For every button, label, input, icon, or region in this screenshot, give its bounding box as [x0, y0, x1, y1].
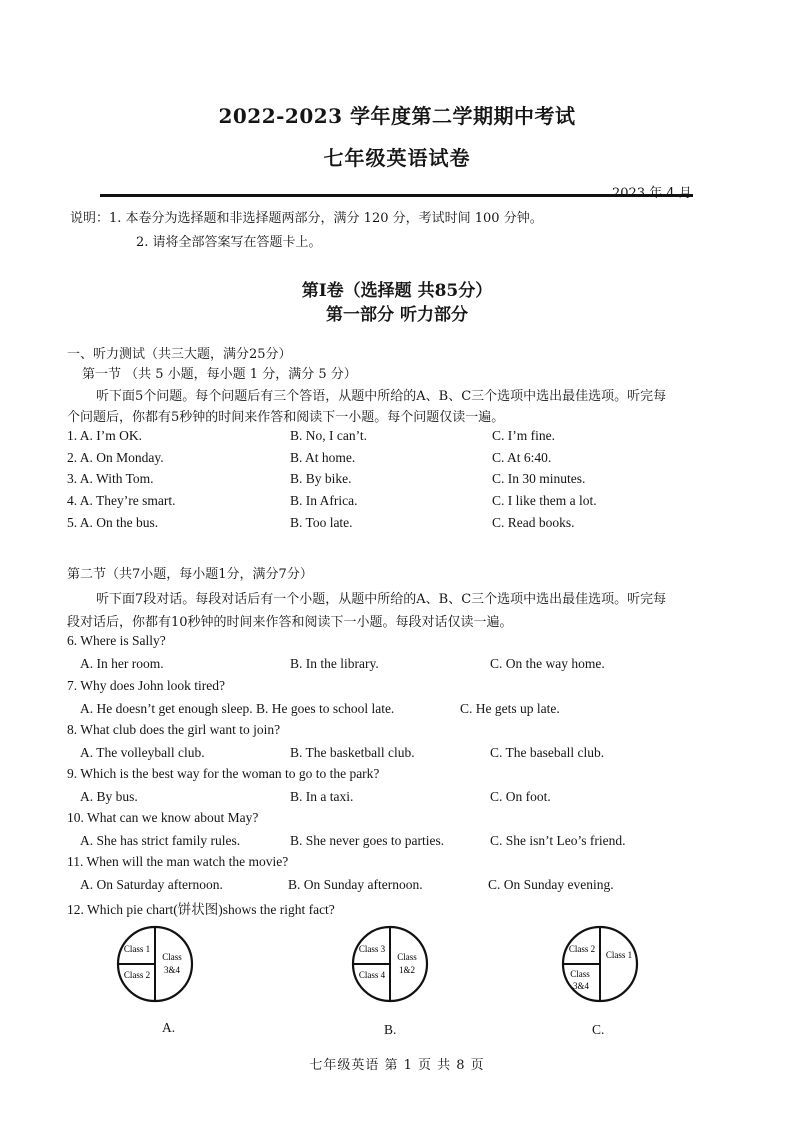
- q5-option-a: 5. A. On the bus.: [67, 515, 159, 530]
- q11-option-a: A. On Saturday afternoon.: [80, 877, 223, 892]
- pie-c-label-left-bottom-1: Class: [570, 969, 590, 979]
- pie-chart-a: [115, 924, 195, 1004]
- q1-option-a: 1. A. I’m OK.: [67, 428, 142, 443]
- pie-a-label-left-bottom: Class 2: [123, 970, 151, 980]
- q8-option-b: B. The basketball club.: [290, 745, 415, 760]
- pie-b-label-left-bottom: Class 4: [358, 970, 386, 980]
- instruction-line-2: 2. 请将全部答案写在答题卡上。: [136, 235, 322, 250]
- pie-chart-c: [560, 924, 640, 1004]
- q3-option-c: C. In 30 minutes.: [492, 471, 586, 486]
- q9-question: 9. Which is the best way for the woman to go to the park?: [67, 766, 380, 781]
- q4-option-a: 4. A. They’re smart.: [67, 493, 176, 508]
- q2-option-b: B. At home.: [290, 450, 356, 465]
- q4-option-b: B. In Africa.: [290, 493, 358, 508]
- pie-a-label-right-2: 3&4: [163, 965, 181, 975]
- page-footer: 七年级英语 第 1 页 共 8 页: [309, 1058, 485, 1073]
- section2-desc-2: 段对话后，你都有10秒钟的时间来作答和阅读下一小题。每段对话仅读一遍。: [67, 615, 513, 630]
- q8-question: 8. What club does the girl want to join?: [67, 722, 281, 737]
- q7-question: 7. Why does John look tired?: [67, 678, 225, 693]
- q9-option-b: B. In a taxi.: [290, 789, 354, 804]
- q9-option-c: C. On foot.: [490, 789, 551, 804]
- exam-title: 2022-2023 学年度第二学期期中考试: [218, 104, 576, 128]
- q6-option-a: A. In her room.: [80, 656, 164, 671]
- section1-desc-2: 个问题后，你都有5秒钟的时间来作答和阅读下一小题。每个问题仅读一遍。: [67, 410, 505, 425]
- q8-option-a: A. The volleyball club.: [80, 745, 205, 760]
- listening-heading: 一、听力测试（共三大题，满分25分）: [67, 347, 292, 362]
- section1-heading: 第一节 （共 5 小题，每小题 1 分，满分 5 分）: [82, 367, 357, 382]
- q11-option-b: B. On Sunday afternoon.: [288, 877, 423, 892]
- q10-question: 10. What can we know about May?: [67, 810, 259, 825]
- instruction-line-1: 说明：1. 本卷分为选择题和非选择题两部分，满分 120 分，考试时间 100 分钟。: [70, 211, 543, 226]
- exam-date: [612, 182, 692, 201]
- section1-desc-1: 听下面5个问题。每个问题后有三个答语，从题中所给的A、B、C三个选项中选出最佳选项。听完每: [96, 389, 667, 404]
- q3-option-b: B. By bike.: [290, 471, 352, 486]
- q7-option-c: C. He gets up late.: [460, 701, 560, 716]
- q5-option-b: B. Too late.: [290, 515, 353, 530]
- pie-chart-b: [350, 924, 430, 1004]
- q9-option-a: A. By bus.: [80, 789, 138, 804]
- q1-option-c: C. I’m fine.: [492, 428, 555, 443]
- pie-b-label-left-top: Class 3: [358, 944, 386, 954]
- part-title: 第一部分 听力部分: [326, 305, 468, 325]
- q5-option-c: C. Read books.: [492, 515, 575, 530]
- pie-a-option: A.: [162, 1020, 176, 1035]
- pie-c-option: C.: [592, 1022, 605, 1037]
- q2-option-a: 2. A. On Monday.: [67, 450, 164, 465]
- pie-a-label-right-1: Class: [162, 952, 182, 962]
- q12-question: 12. Which pie chart(饼状图)shows the right fact?: [67, 902, 335, 917]
- q6-option-b: B. In the library.: [290, 656, 379, 671]
- pie-b-label-right-2: 1&2: [398, 965, 416, 975]
- q10-option-c: C. She isn’t Leo’s friend.: [490, 833, 626, 848]
- q8-option-c: C. The baseball club.: [490, 745, 605, 760]
- pie-a-label-left-top: Class 1: [123, 944, 151, 954]
- exam-subtitle: 七年级英语试卷: [323, 146, 471, 170]
- header-divider: [100, 194, 693, 197]
- pie-b-option: B.: [384, 1022, 397, 1037]
- q7-option-ab: A. He doesn’t get enough sleep. B. He goes to school late.: [80, 701, 395, 716]
- q11-option-c: C. On Sunday evening.: [488, 877, 614, 892]
- section2-heading: 第二节（共7小题，每小题1分，满分7分）: [67, 567, 313, 582]
- q11-question: 11. When will the man watch the movie?: [67, 854, 289, 869]
- q3-option-a: 3. A. With Tom.: [67, 471, 154, 486]
- q10-option-b: B. She never goes to parties.: [290, 833, 445, 848]
- q1-option-b: B. No, I can’t.: [290, 428, 367, 443]
- pie-c-label-left-top: Class 2: [568, 944, 596, 954]
- pie-c-label-right: Class 1: [605, 950, 633, 960]
- q2-option-c: C. At 6:40.: [492, 450, 552, 465]
- q10-option-a: A. She has strict family rules.: [80, 833, 241, 848]
- pie-b-label-right-1: Class: [397, 952, 417, 962]
- section2-desc-1: 听下面7段对话。每段对话后有一个小题，从题中所给的A、B、C三个选项中选出最佳选项。听完每: [96, 592, 667, 607]
- q6-option-c: C. On the way home.: [490, 656, 605, 671]
- pie-c-label-left-bottom-2: 3&4: [572, 981, 590, 991]
- volume-title: 第Ⅰ卷（选择题 共85分）: [301, 281, 493, 301]
- q6-question: 6. Where is Sally?: [67, 633, 166, 648]
- q4-option-c: C. I like them a lot.: [492, 493, 597, 508]
